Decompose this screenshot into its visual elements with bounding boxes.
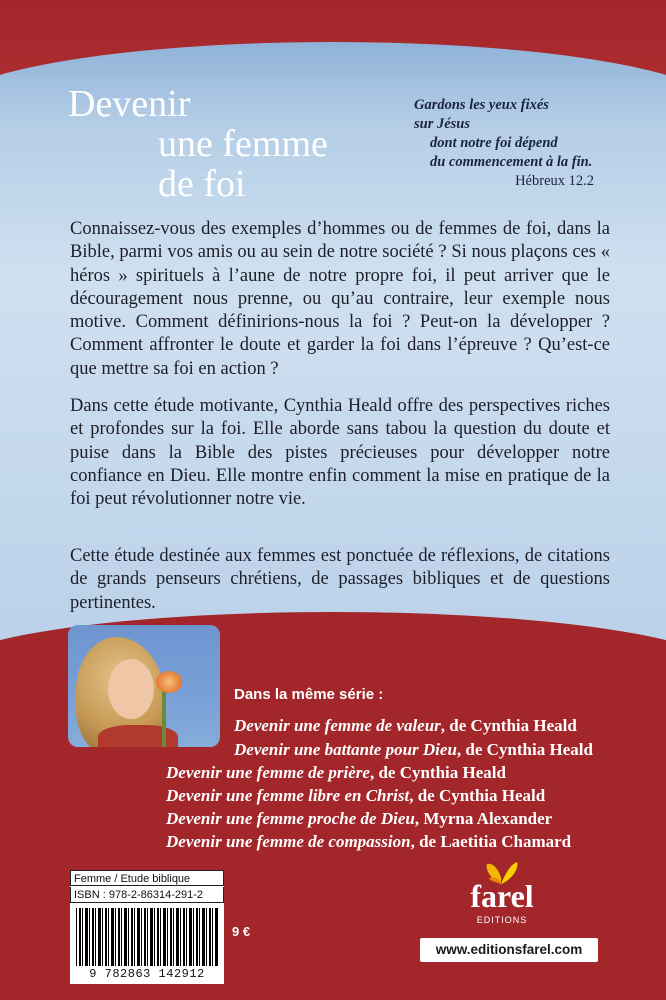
author-photo xyxy=(68,625,220,747)
series-item-author: , Myrna Alexander xyxy=(414,809,553,828)
epigraph-line-3: dont notre foi dépend xyxy=(430,135,558,151)
book-title xyxy=(68,84,328,204)
series-item-title: Devenir une femme de compassion xyxy=(166,832,411,851)
publisher-logo xyxy=(467,858,537,934)
photo-flower-stem xyxy=(162,691,166,747)
series-item-title: Devenir une femme proche de Dieu xyxy=(166,809,415,828)
publisher-name: farel xyxy=(470,878,534,914)
series-item-author: , de Cynthia Heald xyxy=(369,763,506,782)
series-item-author: , de Laetitia Chamard xyxy=(410,832,572,851)
series-item-title: Devenir une femme de prière xyxy=(166,763,370,782)
series-item-title: Devenir une battante pour Dieu xyxy=(234,740,457,759)
barcode-isbn: ISBN : 978-2-86314-291-2 xyxy=(70,887,224,903)
barcode-bars xyxy=(76,908,218,966)
price-label: 9 € xyxy=(232,924,251,939)
photo-dress xyxy=(98,725,178,747)
barcode-category: Femme / Etude biblique xyxy=(70,870,224,886)
barcode-number: 9 782863 142912 xyxy=(89,967,205,981)
series-item xyxy=(166,784,545,807)
epigraph-line-1: Gardons les yeux fixés xyxy=(414,97,549,113)
series-item xyxy=(234,714,577,737)
series-item-author: , de Cynthia Heald xyxy=(409,786,546,805)
series-item-author: , de Cynthia Heald xyxy=(456,740,593,759)
series-item xyxy=(166,807,552,830)
epigraph-quote xyxy=(414,96,654,191)
photo-face xyxy=(108,659,154,719)
series-item-title: Devenir une femme libre en Christ xyxy=(166,786,410,805)
title-line-2: une femme xyxy=(158,123,328,165)
series-item xyxy=(166,830,571,853)
series-heading: Dans la même série : xyxy=(234,686,384,703)
series-item xyxy=(166,761,506,784)
publisher-url: www.editionsfarel.com xyxy=(435,942,583,957)
title-line-1: Devenir xyxy=(68,83,191,125)
title-line-3: de foi xyxy=(158,163,246,205)
epigraph-reference: Hébreux 12.2 xyxy=(515,173,594,189)
barcode-panel xyxy=(70,870,224,984)
series-item-author: , de Cynthia Heald xyxy=(440,716,577,735)
epigraph-line-2: sur Jésus xyxy=(414,116,471,132)
publisher-url-box xyxy=(420,938,598,962)
series-item-title: Devenir une femme de valeur xyxy=(234,716,441,735)
epigraph-line-4: du commencement à la fin. xyxy=(430,154,593,170)
series-item xyxy=(234,738,593,761)
blurb-paragraph-1: Connaissez-vous des exemples d’hommes ou de femmes de foi, dans la Bible, parmi vos amis ou au sein de notre société ? Si nous plaçons ces « héros » spirituels à l’aune de notre propre foi, il peut arriver que le découragement nous prenne, ou qu’au contraire, leur exemple nous motive. Comment définirions-nous la foi ? Peut-on la développer ? Comment affronter le doute et garder la foi dans l’épreuve ? Qu’est-ce que mettre sa foi en action ? xyxy=(70,219,610,379)
blurb-paragraph-3: Cette étude destinée aux femmes est ponctuée de réflexions, de citations de grands penseurs chrétiens, de passages bibliques et de questions pertinentes. xyxy=(70,546,610,613)
publisher-sub: EDITIONS xyxy=(476,915,528,925)
photo-flower xyxy=(156,671,182,693)
blurb-paragraph-2: Dans cette étude motivante, Cynthia Heald offre des perspectives riches et profondes sur la foi. Elle aborde sans tabou la question du doute et puise dans la Bible des pistes précieuses pour développer notre confiance en Dieu. Elle montre enfin comment la mise en pratique de la foi peut révolutionner notre vie. xyxy=(70,396,610,510)
